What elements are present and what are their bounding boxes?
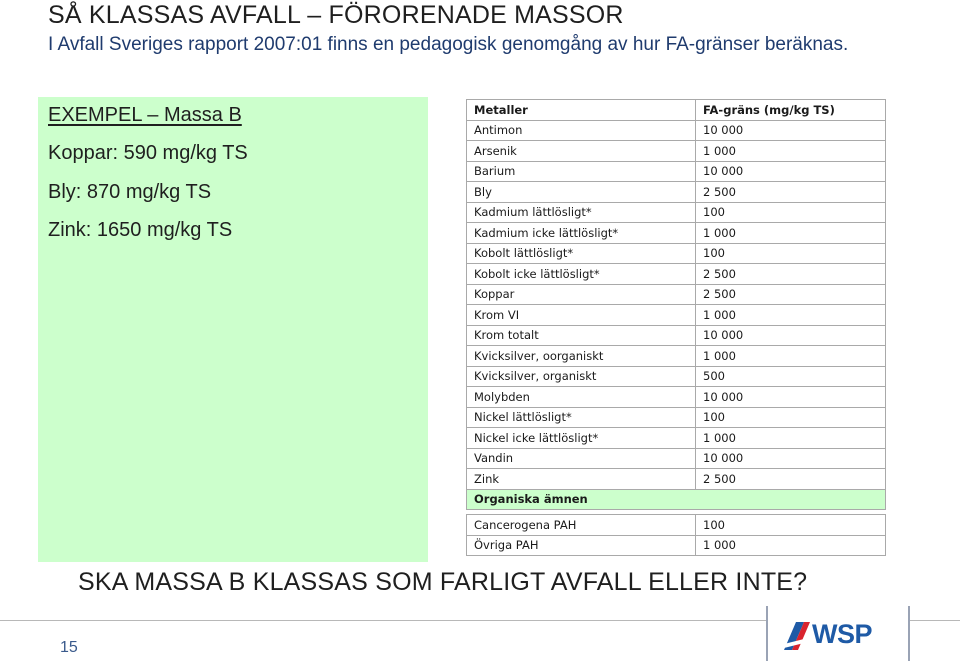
table-cell-limit: 2 500 xyxy=(696,469,886,490)
wsp-logo xyxy=(782,616,882,654)
table-cell-limit: 1 000 xyxy=(696,141,886,162)
table-cell-limit: 2 500 xyxy=(696,182,886,203)
fa-limits-table xyxy=(466,99,885,556)
table-cell-substance: Molybden xyxy=(467,387,696,408)
table-cell-substance: Kadmium icke lättlösligt* xyxy=(467,223,696,244)
table-cell-substance: Kvicksilver, oorganiskt xyxy=(467,346,696,367)
table-row xyxy=(467,223,886,244)
table-cell-substance: Koppar xyxy=(467,284,696,305)
slide-subtitle: I Avfall Sveriges rapport 2007:01 finns en pedagogisk genomgång av hur FA-gränser beräknas. xyxy=(48,34,849,55)
table-cell-limit: 100 xyxy=(696,202,886,223)
example-heading: EXEMPEL – Massa B xyxy=(48,104,242,126)
table-row xyxy=(467,535,886,556)
table-cell-substance: Kadmium lättlösligt* xyxy=(467,202,696,223)
slide-question: SKA MASSA B KLASSAS SOM FARLIGT AVFALL ELLER INTE? xyxy=(78,568,808,596)
table-cell-limit: 10 000 xyxy=(696,448,886,469)
example-line-bly: Bly: 870 mg/kg TS xyxy=(48,181,212,203)
table-row xyxy=(467,407,886,428)
table-cell-limit: 10 000 xyxy=(696,325,886,346)
table-cell-substance: Nickel icke lättlösligt* xyxy=(467,428,696,449)
table-header-fa-grans: FA-gräns (mg/kg TS) xyxy=(696,100,886,121)
table-cell-limit: 100 xyxy=(696,243,886,264)
table-row xyxy=(467,325,886,346)
table-row xyxy=(467,161,886,182)
table-cell-substance: Zink xyxy=(467,469,696,490)
table-cell-substance: Arsenik xyxy=(467,141,696,162)
table-header-row xyxy=(467,100,886,121)
table-row xyxy=(467,305,886,326)
table-cell-limit: 1 000 xyxy=(696,428,886,449)
table-row xyxy=(467,141,886,162)
table-cell-substance: Kobolt icke lättlösligt* xyxy=(467,264,696,285)
table-row xyxy=(467,284,886,305)
table-cell-limit: 1 000 xyxy=(696,223,886,244)
table-cell-substance: Kvicksilver, organiskt xyxy=(467,366,696,387)
table-cell-limit: 100 xyxy=(696,407,886,428)
table-cell-limit: 2 500 xyxy=(696,284,886,305)
example-line-zink: Zink: 1650 mg/kg TS xyxy=(48,219,233,241)
table-cell-substance: Bly xyxy=(467,182,696,203)
table-row xyxy=(467,264,886,285)
table-cell-substance: Nickel lättlösligt* xyxy=(467,407,696,428)
table-cell-substance: Övriga PAH xyxy=(467,535,696,556)
table-row xyxy=(467,448,886,469)
page-number: 15 xyxy=(60,639,78,656)
wsp-logo-mark-icon xyxy=(782,618,812,652)
table-cell-limit: 10 000 xyxy=(696,387,886,408)
table-cell-limit: 1 000 xyxy=(696,346,886,367)
table-cell-substance: Barium xyxy=(467,161,696,182)
table-row xyxy=(467,428,886,449)
table-header-metaller: Metaller xyxy=(467,100,696,121)
table-section-label: Organiska ämnen xyxy=(467,489,886,510)
example-box xyxy=(38,97,428,562)
table-row xyxy=(467,387,886,408)
table-cell-substance: Antimon xyxy=(467,120,696,141)
table-row xyxy=(467,202,886,223)
slide-title: SÅ KLASSAS AVFALL – FÖRORENADE MASSOR xyxy=(48,1,624,29)
table-row xyxy=(467,346,886,367)
table-body xyxy=(467,120,886,556)
table-cell-limit: 500 xyxy=(696,366,886,387)
table-row xyxy=(467,120,886,141)
table-cell-limit: 10 000 xyxy=(696,161,886,182)
table-row xyxy=(467,243,886,264)
table-cell-limit: 100 xyxy=(696,515,886,536)
table-cell-substance: Vandin xyxy=(467,448,696,469)
table-row xyxy=(467,469,886,490)
table-cell-substance: Kobolt lättlösligt* xyxy=(467,243,696,264)
table-cell-substance: Cancerogena PAH xyxy=(467,515,696,536)
table-cell-substance: Krom VI xyxy=(467,305,696,326)
table-row xyxy=(467,366,886,387)
table-section-row xyxy=(467,489,886,510)
table-row xyxy=(467,182,886,203)
wsp-logo-text: WSP xyxy=(812,619,873,649)
table-row xyxy=(467,515,886,536)
table-cell-limit: 2 500 xyxy=(696,264,886,285)
table-cell-limit: 1 000 xyxy=(696,305,886,326)
example-line-koppar: Koppar: 590 mg/kg TS xyxy=(48,142,248,164)
table-cell-substance: Krom totalt xyxy=(467,325,696,346)
table-cell-limit: 10 000 xyxy=(696,120,886,141)
table-cell-limit: 1 000 xyxy=(696,535,886,556)
